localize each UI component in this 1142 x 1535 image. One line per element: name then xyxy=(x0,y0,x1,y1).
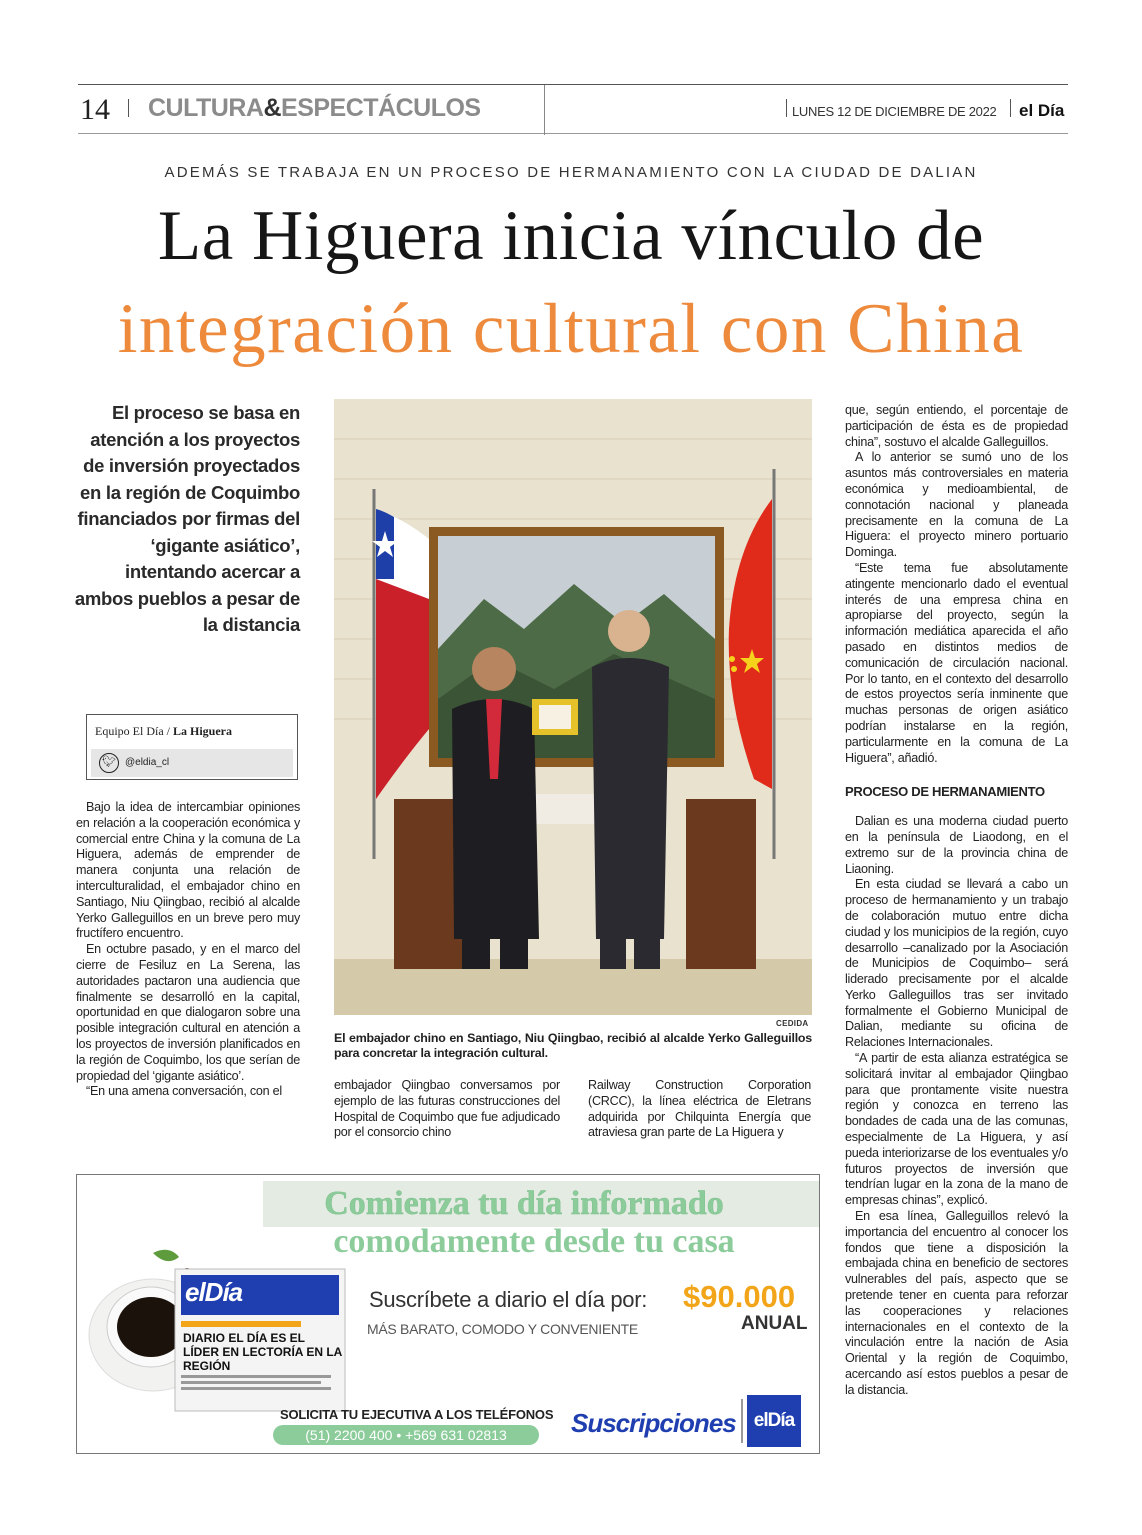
paragraph: En esa línea, Galleguillos relevó la importancia del encuentro al conocer los fondos que tiene a disposición la embajada china en beneficio de sectores vulnerables del país, aspecto que se pretende tener en cuenta para reforzar las cooperaciones y relaciones internacionales en el contexto de la vinculación entre la nación de Asia Oriental y la región de Coquimbo, acercando así estos pueblos a pesar de la distancia. xyxy=(845,1209,1068,1397)
byline-team: Equipo El Día / xyxy=(95,724,170,738)
subscription-ad[interactable] xyxy=(76,1174,820,1454)
photo-caption: El embajador chino en Santiago, Niu Qiingbao, recibió al alcalde Yerko Galleguillos para concretar la integración cultural. xyxy=(334,1031,812,1060)
byline-place: La Higuera xyxy=(173,724,232,738)
page-number: 14 xyxy=(80,93,110,126)
article-column-2 xyxy=(334,1078,560,1141)
twitter-handle[interactable]: @eldia_cl xyxy=(125,757,170,768)
paragraph: En esta ciudad se llevará a cabo un proceso de hermanamiento y un trabajo de colaboración mutuo entre dicha ciudad y los municipios de la región, cuyo desarrollo –canalizado por la Asociación de Municipios de Coquimbo– será liderado precisamente por el alcalde Yerko Galleguillos tras ser invitado formalmente el Gobierno Municipal de Dalian, mediante su oficina de Relaciones Internacionales. xyxy=(845,877,1068,1050)
article-column-3 xyxy=(588,1078,811,1141)
newspaper-headline: DIARIO EL DÍA ES EL LÍDER EN LECTORÍA EN LA REGIÓN xyxy=(183,1331,342,1373)
subheading: PROCESO DE HERMANAMIENTO xyxy=(845,784,1045,800)
article-title-line2: integración cultural con China xyxy=(117,290,1025,368)
paragraph: Dalian es una moderna ciudad puerto en la península de Liaodong, en el extremo sur de la provincia china de Liaoning. xyxy=(845,814,1068,876)
divider xyxy=(741,1399,743,1443)
paragraph: “Este tema fue absolutamente atingente mencionarlo dado el eventual interés de una empresa china en apropiarse del proyecto, según la información mediática aparecida el año pasado en distintos medios de comunicación de circulación nacional. Por lo tanto, en el contexto del desarrollo de estos proyectos sería inminente que muchas personas de origen asiático podrían instalarse en la región, particularmente en la comuna de La Higuera”, añadió. xyxy=(845,560,1068,765)
ad-cta: SOLICITA TU EJECUTIVA A LOS TELÉFONOS xyxy=(280,1407,554,1422)
ad-period: ANUAL xyxy=(741,1313,808,1334)
paragraph: En octubre pasado, y en el marco del cierre de Fesiluz en La Serena, las autoridades pactaron una audiencia que finalmente se desarrolló en la capital, oportunidad en que dialogaron sobre una posible integración cultural en atención a los proyectos de inversión planificados en la región de Coquimbo, los que serían de propiedad del ‘gigante asiático’. xyxy=(76,942,300,1083)
section-title-amp: & xyxy=(263,94,282,122)
article-lead: El proceso se basa en atención a los proyectos de inversión proyectados en la región de Coquimbo financiados por firmas del ‘gigante asiático’, intentando acercar a ambos pueblos a pesar de la distancia xyxy=(74,402,300,635)
article-photo xyxy=(334,399,812,1015)
paragraph: Bajo la idea de intercambiar opiniones en relación a la cooperación económica y comercial entre China y la comuna de La Higuera, además de emprender de manera conjunta una relación de interculturalidad, el embajador chino en Santiago, Niu Qiingbao, recibió al alcalde Yerko Galleguillos en un breve pero muy fructífero encuentro. xyxy=(76,800,300,941)
twitter-row xyxy=(91,749,293,777)
paragraph: embajador Qiingbao conversamos por ejemplo de las futuras construcciones del Hospital de Coquimbo que fue adjudicado por el consorcio chino xyxy=(334,1078,560,1140)
section-title-a: CULTURA xyxy=(148,94,264,122)
ad-price: $90.000 xyxy=(683,1279,796,1314)
brand-name: el Día xyxy=(1019,101,1065,120)
photo-illustration xyxy=(334,399,812,1015)
ad-headline-1: Comienza tu día informado xyxy=(324,1185,724,1222)
paragraph: “A partir de esta alianza estratégica se solicitará invitar al embajador Qiingbao para que prontamente visite nuestra región y conozca en terreno las bondades de cada una de las comunas, especialmente de La Higuera, y así pueda interiorizarse de los eventuales y/o futuros proyectos de inversión que tendrían lugar en la zona de la mano de empresas chinas”, explicó. xyxy=(845,1051,1068,1208)
newspaper-logo: elDía xyxy=(185,1277,243,1307)
byline xyxy=(95,724,232,739)
page-header xyxy=(78,84,1068,134)
article-column-1 xyxy=(76,800,300,1100)
ad-subscriptions-label: Suscripciones xyxy=(571,1408,736,1438)
section-title xyxy=(148,94,481,123)
twitter-icon: 🐦︎ xyxy=(99,753,119,773)
ad-phones[interactable]: (51) 2200 400 • +569 631 02813 xyxy=(273,1425,539,1445)
byline-box xyxy=(86,714,298,780)
paragraph: “En una amena conversación, con el xyxy=(86,1084,282,1099)
article-column-4 xyxy=(845,403,1068,1399)
divider xyxy=(1010,99,1011,117)
divider xyxy=(544,85,545,135)
paragraph: que, según entiendo, el porcentaje de participación de ésta es de propiedad china”, sostuvo el alcalde Galleguillos. xyxy=(845,403,1068,449)
article-kicker: ADEMÁS SE TRABAJA EN UN PROCESO DE HERMANAMIENTO CON LA CIUDAD DE DALIAN xyxy=(164,164,978,181)
ad-headline-2: comodamente desde tu casa xyxy=(333,1223,735,1260)
article-title-line1: La Higuera inicia vínculo de xyxy=(157,197,985,275)
paragraph: Railway Construction Corporation (CRCC), la línea eléctrica de Eletrans adquirida por Chilquinta Energía que atraviesa gran parte de La Higuera y xyxy=(588,1078,811,1140)
ad-tagline: MÁS BARATO, COMODO Y CONVENIENTE xyxy=(367,1321,638,1337)
newspaper-illustration xyxy=(169,1265,351,1415)
photo-credit: CEDIDA xyxy=(776,1019,809,1028)
paragraph: A lo anterior se sumó uno de los asuntos más controversiales en materia económica y medioambiental, de connotación nacional y planeada precisamente en la comuna de La Higuera: el proyecto minero portuario Dominga. xyxy=(845,450,1068,560)
eldia-logo: elDía xyxy=(747,1395,801,1447)
divider xyxy=(128,99,129,117)
issue-date: LUNES 12 DE DICIEMBRE DE 2022 xyxy=(792,104,997,119)
ad-offer: Suscríbete a diario el día por: xyxy=(369,1287,648,1312)
divider xyxy=(786,99,787,117)
section-title-b: ESPECTÁCULOS xyxy=(281,94,481,122)
